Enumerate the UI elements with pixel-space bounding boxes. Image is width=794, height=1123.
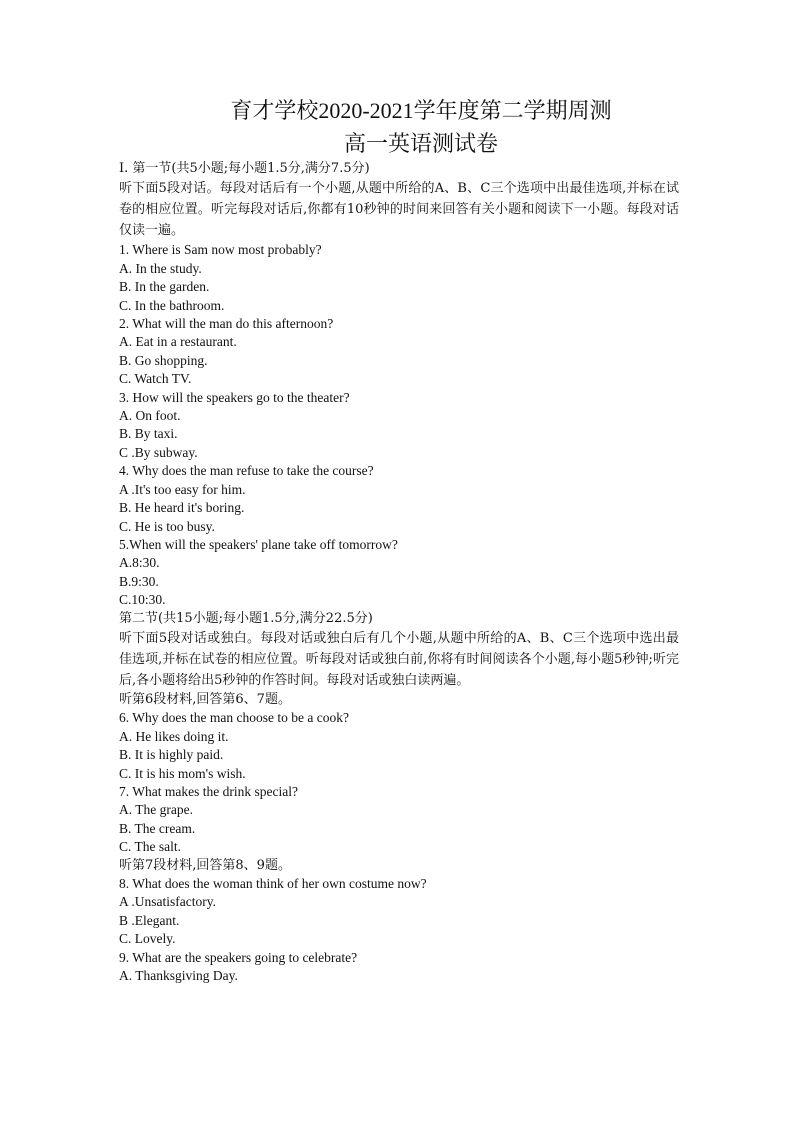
exam-subtitle: 高一英语测试卷 [343, 131, 498, 156]
question-line: 8. What does the woman think of her own costume now? [119, 876, 427, 891]
option-line: C .By subway. [119, 444, 198, 460]
material-heading: 听第6段材料,回答第6、7题。 [119, 691, 291, 707]
option-line: C. Watch TV. [119, 371, 192, 387]
option-line: B. In the garden. [119, 279, 210, 295]
option-line: B .Elegant. [119, 912, 180, 928]
question-line: 3. How will the speakers go to the theater? [119, 389, 350, 405]
option-line: C. The salt. [119, 839, 181, 855]
option-line: B. He heard it's boring. [119, 500, 245, 516]
option-line: C. He is too busy. [119, 518, 215, 534]
option-line: A. Eat in a restaurant. [119, 334, 237, 350]
option-line: A. The grape. [119, 802, 193, 818]
option-line: C.10:30. [119, 592, 166, 608]
exam-content [119, 160, 679, 985]
question-line: 4. Why does the man refuse to take the course? [119, 463, 374, 479]
option-line: B. Go shopping. [119, 352, 208, 368]
question-line: 5.When will the speakers' plane take off tomorrow? [119, 536, 398, 552]
section2-heading: 第二节(共15小题;每小题1.5分,满分22.5分) [119, 610, 373, 626]
option-line: B. The cream. [119, 820, 196, 836]
material-heading: 听第7段材料,回答第8、9题。 [119, 857, 291, 873]
section1-heading: Ⅰ. 第一节(共5小题;每小题1.5分,满分7.5分) [119, 161, 370, 176]
section1-instructions: 听下面5段对话。每段对话后有一个小题,从题中所给的A、B、C三个选项中出最佳选项,并标在试卷的相应位置。听完每段对话后,你都有10秒钟的时间来回答有关小题和阅读下一小题。每段对话仅读一遍。 [119, 181, 679, 239]
question-line: 6. Why does the man choose to be a cook? [119, 710, 349, 726]
question-line: 7. What makes the drink special? [119, 783, 298, 799]
option-line: A. In the study. [119, 260, 202, 276]
option-line: A. Thanksgiving Day. [119, 968, 238, 984]
section2-instructions: 听下面5段对话或独白。每段对话或独白后有几个小题,从题中所给的A、B、C三个选项中选出最佳选项,并标在试卷的相应位置。听每段对话或独白前,你将有时间阅读各个小题,每小题5秒钟;听完后,各小题将给出5秒钟的作答时间。每段对话或独白读两遍。 [119, 630, 679, 688]
option-line: B.9:30. [119, 573, 159, 589]
option-line: A .Unsatisfactory. [119, 894, 216, 910]
option-line: A .It's too easy for him. [119, 481, 246, 497]
option-line: A. On foot. [119, 408, 181, 424]
option-line: A. He likes doing it. [119, 728, 229, 744]
option-line: B. By taxi. [119, 426, 178, 442]
question-line: 2. What will the man do this afternoon? [119, 316, 334, 332]
option-line: C. In the bathroom. [119, 297, 225, 313]
question-line: 9. What are the speakers going to celebrate? [119, 949, 358, 965]
option-line: C. It is his mom's wish. [119, 765, 246, 781]
option-line: B. It is highly paid. [119, 747, 224, 763]
exam-title: 育才学校2020-2021学年度第二学期周测 [230, 98, 612, 123]
question-line: 1. Where is Sam now most probably? [119, 242, 322, 258]
option-line: A.8:30. [119, 555, 160, 571]
option-line: C. Lovely. [119, 931, 176, 947]
